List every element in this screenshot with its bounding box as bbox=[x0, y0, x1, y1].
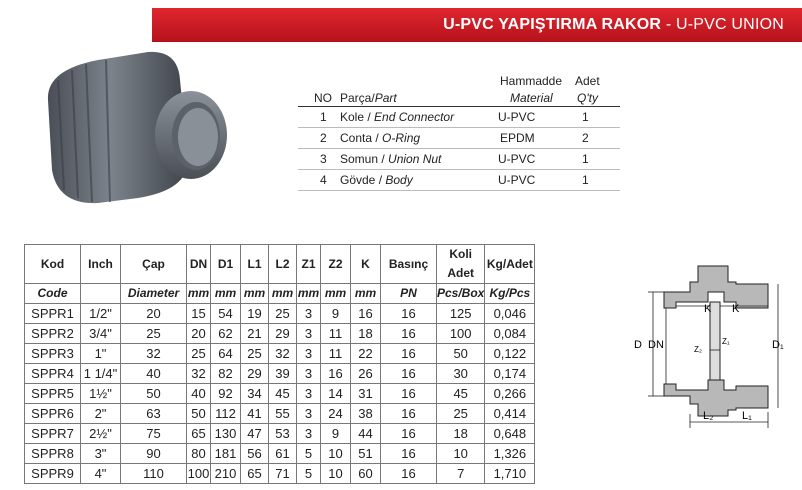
dimension-table bbox=[24, 244, 535, 484]
table-cell: 50 bbox=[187, 404, 211, 424]
table-row bbox=[25, 304, 535, 324]
table-cell: 3 bbox=[297, 364, 321, 384]
table-cell: 1" bbox=[81, 344, 121, 364]
table-cell: 32 bbox=[269, 344, 297, 364]
table-cell: 100 bbox=[187, 464, 211, 484]
table-cell: 1/2" bbox=[81, 304, 121, 324]
table-row bbox=[25, 344, 535, 364]
table-cell: 19 bbox=[241, 304, 269, 324]
table-cell: 21 bbox=[241, 324, 269, 344]
table-cell: 16 bbox=[381, 304, 437, 324]
table-cell: 10 bbox=[321, 444, 351, 464]
parts-row: 2 Conta / O-Ring EPDM 2 bbox=[298, 128, 620, 149]
label-dn: DN bbox=[648, 339, 664, 351]
label-k-right: K bbox=[732, 303, 740, 315]
table-cell: 2" bbox=[81, 404, 121, 424]
table-cell: SPPR9 bbox=[25, 464, 81, 484]
table-row bbox=[25, 404, 535, 424]
table-cell: 34 bbox=[241, 384, 269, 404]
part-header: Parça/Part bbox=[340, 91, 397, 105]
table-cell: 92 bbox=[211, 384, 241, 404]
table-cell: 11 bbox=[321, 344, 351, 364]
table-cell: 71 bbox=[269, 464, 297, 484]
table-cell: 29 bbox=[241, 364, 269, 384]
label-d: D bbox=[634, 339, 642, 351]
table-cell: 53 bbox=[269, 424, 297, 444]
table-cell: 62 bbox=[211, 324, 241, 344]
table-cell: 1½" bbox=[81, 384, 121, 404]
table-cell: 11 bbox=[321, 324, 351, 344]
table-cell: 55 bbox=[269, 404, 297, 424]
qty-header-en: Q'ty bbox=[577, 91, 598, 105]
parts-table bbox=[298, 72, 620, 191]
table-cell: 25 bbox=[121, 324, 187, 344]
product-photo bbox=[28, 40, 238, 210]
table-cell: 20 bbox=[121, 304, 187, 324]
table-subheader: Code Diameter mm mm mm mm mm mm mm PN Pcs/Box Kg/Pcs bbox=[25, 284, 535, 304]
label-d1: D₁ bbox=[772, 339, 784, 351]
table-cell: 16 bbox=[381, 444, 437, 464]
label-l2: L₂ bbox=[703, 410, 714, 422]
table-cell: 110 bbox=[121, 464, 187, 484]
table-cell: 14 bbox=[321, 384, 351, 404]
table-cell: 16 bbox=[381, 404, 437, 424]
table-cell: 9 bbox=[321, 424, 351, 444]
table-cell: 82 bbox=[211, 364, 241, 384]
table-row bbox=[25, 444, 535, 464]
table-cell: 45 bbox=[269, 384, 297, 404]
table-cell: 10 bbox=[321, 464, 351, 484]
table-row bbox=[25, 324, 535, 344]
table-cell: SPPR5 bbox=[25, 384, 81, 404]
table-cell: 64 bbox=[211, 344, 241, 364]
table-row bbox=[25, 464, 535, 484]
table-cell: 16 bbox=[381, 364, 437, 384]
parts-header bbox=[298, 72, 620, 107]
table-cell: 3/4" bbox=[81, 324, 121, 344]
table-cell: 15 bbox=[187, 304, 211, 324]
page-title: U-PVC YAPIŞTIRMA RAKOR - U-PVC UNION bbox=[443, 16, 784, 33]
qty-header-tr: Adet bbox=[575, 74, 600, 88]
table-row bbox=[25, 424, 535, 444]
table-cell: 7 bbox=[437, 464, 485, 484]
table-cell: 45 bbox=[437, 384, 485, 404]
table-cell: 20 bbox=[187, 324, 211, 344]
table-cell: 26 bbox=[351, 364, 381, 384]
table-cell: 44 bbox=[351, 424, 381, 444]
table-cell: 22 bbox=[351, 344, 381, 364]
table-cell: 25 bbox=[241, 344, 269, 364]
table-cell: 1 1/4" bbox=[81, 364, 121, 384]
table-cell: 32 bbox=[121, 344, 187, 364]
table-cell: 65 bbox=[187, 424, 211, 444]
label-z2: Z₂ bbox=[694, 345, 702, 354]
table-cell: SPPR1 bbox=[25, 304, 81, 324]
table-cell: SPPR4 bbox=[25, 364, 81, 384]
table-cell: 25 bbox=[269, 304, 297, 324]
table-cell: 16 bbox=[351, 304, 381, 324]
table-cell: 56 bbox=[241, 444, 269, 464]
material-header-en: Material bbox=[510, 91, 553, 105]
table-cell: 181 bbox=[211, 444, 241, 464]
table-cell: 30 bbox=[437, 364, 485, 384]
table-cell: 38 bbox=[351, 404, 381, 424]
table-cell: 125 bbox=[437, 304, 485, 324]
table-cell: 5 bbox=[297, 464, 321, 484]
table-cell: 3 bbox=[297, 304, 321, 324]
table-cell: 61 bbox=[269, 444, 297, 464]
table-cell: 16 bbox=[381, 344, 437, 364]
table-cell: 100 bbox=[437, 324, 485, 344]
table-cell: 3 bbox=[297, 424, 321, 444]
table-cell: 3 bbox=[297, 384, 321, 404]
table-cell: 80 bbox=[187, 444, 211, 464]
table-cell: 63 bbox=[121, 404, 187, 424]
table-row bbox=[25, 364, 535, 384]
table-cell: 0,174 bbox=[485, 364, 535, 384]
table-cell: 25 bbox=[437, 404, 485, 424]
table-cell: 47 bbox=[241, 424, 269, 444]
table-cell: 5 bbox=[297, 444, 321, 464]
table-cell: 50 bbox=[437, 344, 485, 364]
table-cell: 1,326 bbox=[485, 444, 535, 464]
table-header: Kod Inch Çap DN D1 L1 L2 Z1 Z2 K Basınç Koli Adet Kg/Adet bbox=[25, 245, 535, 284]
label-l1: L₁ bbox=[742, 410, 752, 422]
table-cell: 25 bbox=[187, 344, 211, 364]
table-cell: SPPR7 bbox=[25, 424, 81, 444]
table-cell: 16 bbox=[381, 384, 437, 404]
parts-row: 4 Gövde / Body U-PVC 1 bbox=[298, 170, 620, 191]
table-cell: 10 bbox=[437, 444, 485, 464]
table-cell: 0,266 bbox=[485, 384, 535, 404]
table-cell: 31 bbox=[351, 384, 381, 404]
table-cell: 16 bbox=[381, 464, 437, 484]
table-cell: 3 bbox=[297, 324, 321, 344]
table-cell: 50 bbox=[121, 384, 187, 404]
table-cell: 0,414 bbox=[485, 404, 535, 424]
table-cell: SPPR2 bbox=[25, 324, 81, 344]
table-cell: 3 bbox=[297, 404, 321, 424]
table-cell: 210 bbox=[211, 464, 241, 484]
table-cell: 40 bbox=[121, 364, 187, 384]
table-cell: 3 bbox=[297, 344, 321, 364]
table-cell: 0,648 bbox=[485, 424, 535, 444]
title-banner bbox=[152, 8, 802, 42]
table-cell: 0,046 bbox=[485, 304, 535, 324]
technical-drawing bbox=[628, 256, 792, 431]
table-cell: 18 bbox=[351, 324, 381, 344]
table-cell: SPPR6 bbox=[25, 404, 81, 424]
parts-row: 1 Kole / End Connector U-PVC 1 bbox=[298, 107, 620, 128]
table-cell: 60 bbox=[351, 464, 381, 484]
table-cell: 0,122 bbox=[485, 344, 535, 364]
table-cell: 112 bbox=[211, 404, 241, 424]
table-cell: 16 bbox=[321, 364, 351, 384]
label-z1: Z₁ bbox=[722, 337, 730, 346]
table-cell: 3" bbox=[81, 444, 121, 464]
table-cell: 32 bbox=[187, 364, 211, 384]
table-cell: 2½" bbox=[81, 424, 121, 444]
table-cell: 16 bbox=[381, 424, 437, 444]
table-cell: 9 bbox=[321, 304, 351, 324]
table-cell: 75 bbox=[121, 424, 187, 444]
table-cell: 18 bbox=[437, 424, 485, 444]
no-header: NO bbox=[314, 91, 332, 105]
table-cell: 4" bbox=[81, 464, 121, 484]
table-cell: 29 bbox=[269, 324, 297, 344]
table-cell: 24 bbox=[321, 404, 351, 424]
table-cell: 65 bbox=[241, 464, 269, 484]
table-row bbox=[25, 384, 535, 404]
table-cell: 41 bbox=[241, 404, 269, 424]
table-cell: 0,084 bbox=[485, 324, 535, 344]
label-k-left: K bbox=[704, 303, 712, 315]
table-cell: 130 bbox=[211, 424, 241, 444]
table-cell: 90 bbox=[121, 444, 187, 464]
parts-row: 3 Somun / Union Nut U-PVC 1 bbox=[298, 149, 620, 170]
table-cell: 40 bbox=[187, 384, 211, 404]
table-cell: 1,710 bbox=[485, 464, 535, 484]
table-cell: 54 bbox=[211, 304, 241, 324]
material-header-tr: Hammadde bbox=[500, 74, 563, 88]
table-cell: SPPR8 bbox=[25, 444, 81, 464]
table-cell: 16 bbox=[381, 324, 437, 344]
table-cell: SPPR3 bbox=[25, 344, 81, 364]
table-cell: 39 bbox=[269, 364, 297, 384]
table-cell: 51 bbox=[351, 444, 381, 464]
